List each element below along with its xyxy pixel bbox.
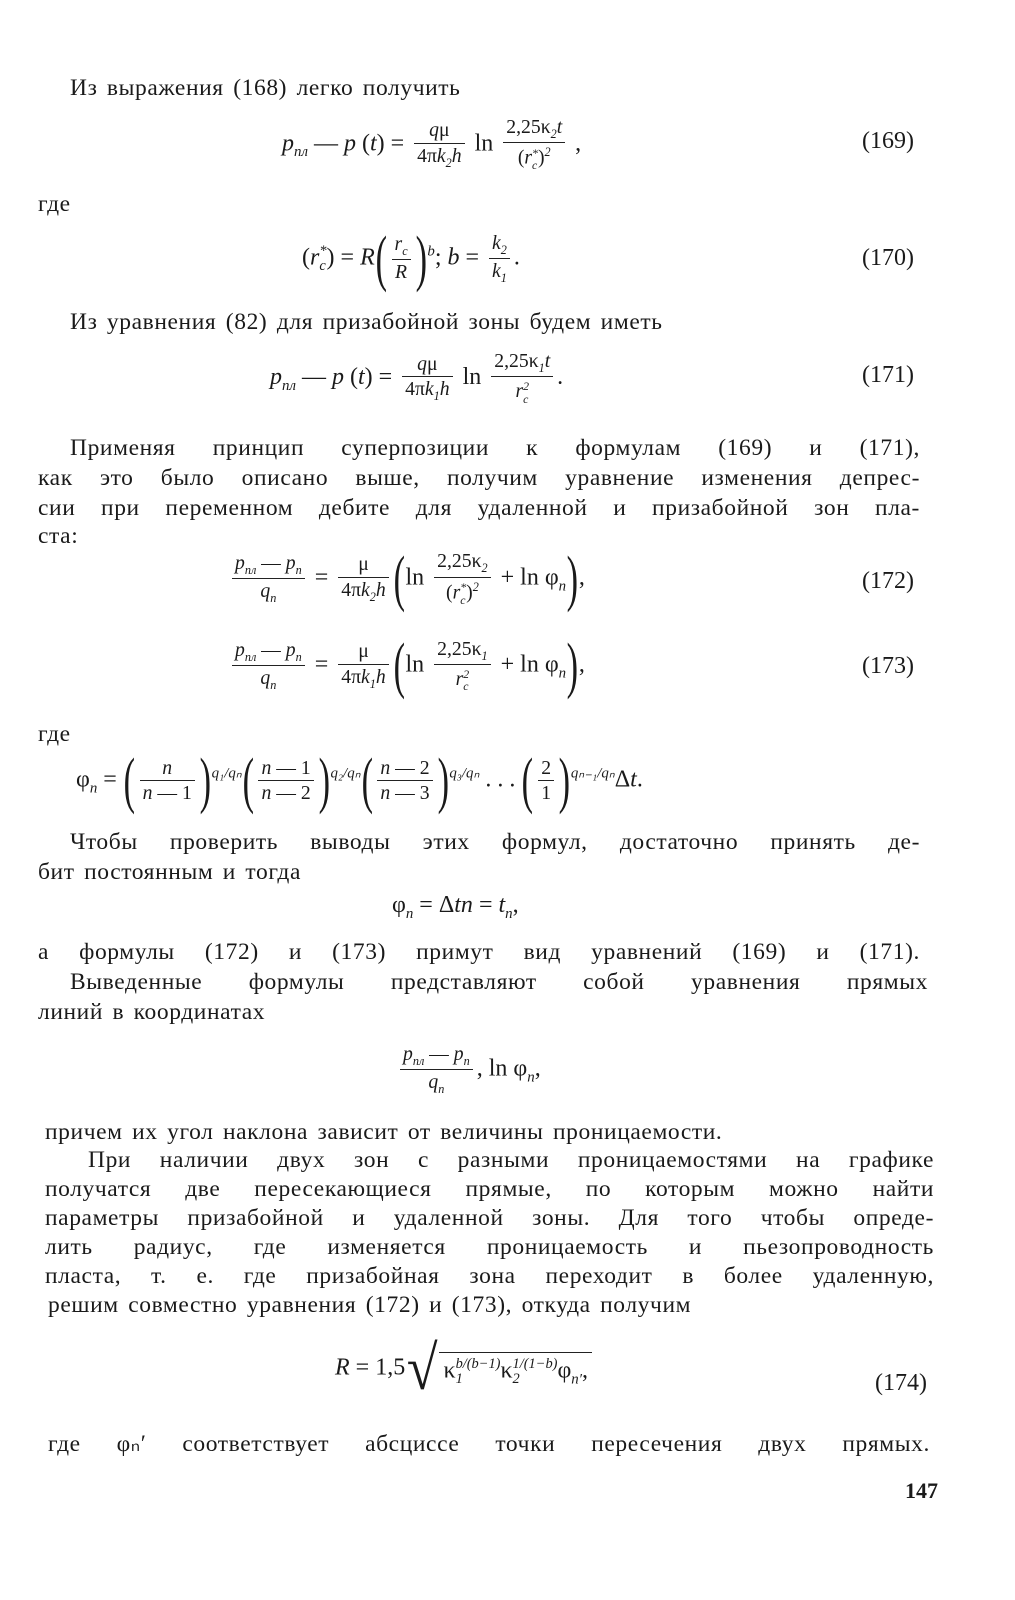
formula-constant-rate (392, 893, 519, 922)
text-line: где (38, 191, 71, 217)
formula-text: , (534, 1055, 541, 1082)
formula-variable: t (498, 892, 506, 918)
formula-subscript: 1 (433, 389, 440, 404)
formula-text: ln (405, 564, 431, 591)
formula-variable: n (380, 782, 391, 805)
formula-superscript: * (532, 145, 538, 160)
fraction-denominator (338, 578, 388, 603)
formula-variable: r (524, 146, 533, 169)
formula-text: κ (500, 1357, 513, 1384)
formula-subscript: 1 (369, 676, 376, 691)
formula-variable: h (439, 378, 450, 401)
formula-text: φ (76, 766, 90, 793)
formula-superscript: * (460, 580, 467, 595)
formula-text: — (256, 639, 286, 662)
formula-subscript: 1 (455, 1370, 463, 1387)
formula-text: φ (557, 1357, 572, 1384)
formula-subscript: n (270, 678, 277, 693)
left-paren: ( (242, 746, 254, 815)
formula-variable: k (361, 665, 370, 688)
formula-text: ( (355, 130, 370, 157)
formula-text: μ (358, 553, 369, 576)
text-line: бит постоянным и тогда (38, 859, 301, 885)
formula-174 (335, 1334, 592, 1403)
formula-text: , (578, 651, 585, 678)
formula-variable: t (556, 116, 563, 138)
fraction-denominator (402, 377, 452, 402)
fraction-numerator (232, 641, 305, 666)
equation-number: (172) (862, 568, 914, 594)
text-line: решим совместно уравнения (172) и (173), откуда получим (48, 1292, 692, 1318)
text-line: лить радиус, где изменяется проницаемость и пьезопроводность (45, 1234, 934, 1260)
left-paren: ( (123, 746, 135, 815)
formula-variable: q (417, 352, 428, 375)
formula-subscript: c (402, 244, 408, 259)
right-paren: ) (318, 746, 330, 815)
formula-variable: q (260, 580, 271, 603)
formula-subscript: n (558, 578, 567, 595)
fraction-denominator (258, 781, 313, 804)
formula-variable: r (515, 380, 524, 403)
formula-subscript: n (505, 905, 513, 922)
formula-variable: n (142, 782, 153, 805)
fraction-numerator (489, 234, 510, 259)
formula-171 (270, 352, 563, 405)
formula-fraction (400, 1045, 473, 1095)
page-number: 147 (905, 1478, 938, 1503)
formula-subscript: пл (244, 563, 257, 577)
formula-text: — 2 (390, 756, 430, 779)
formula-root (405, 1334, 592, 1403)
formula-text: = (472, 892, 499, 918)
formula-subscript: n (405, 905, 414, 922)
text-line: Выведенные формулы представляют собой уравнения прямых (70, 969, 928, 995)
formula-fraction (503, 118, 565, 172)
formula-variable: n (380, 756, 391, 779)
formula-text: 2,25κ (494, 350, 539, 372)
formula-text: , (569, 130, 582, 157)
formula-variable: h (375, 578, 386, 601)
fraction-numerator (434, 552, 490, 577)
formula-variable: k (492, 232, 501, 255)
formula-fraction (402, 352, 452, 404)
formula-superscript: 2 (523, 379, 529, 394)
formula-subscript: пл (294, 144, 308, 161)
formula-text: — 3 (390, 782, 430, 805)
formula-variable: p (282, 130, 294, 157)
formula-text: = Δ (413, 892, 455, 918)
formula-fraction (338, 642, 388, 690)
formula-fraction (491, 352, 553, 405)
formula-subscript: 2 (445, 155, 452, 170)
formula-variable: p (403, 1043, 413, 1065)
fraction-numerator (402, 352, 452, 378)
formula-fraction (489, 234, 510, 284)
formula-variable: p (453, 1043, 464, 1065)
text-line: линий в координатах (38, 999, 266, 1025)
text-line: пласта, т. е. где призабойная зона переходит в более удаленную, (45, 1263, 934, 1289)
formula-169 (282, 118, 581, 172)
formula-sub-superscript (523, 380, 529, 405)
formula-fraction (392, 235, 411, 283)
fraction-denominator (489, 259, 510, 284)
formula-text: = (308, 564, 335, 591)
formula-text: κ (443, 1357, 456, 1384)
formula-variable: n (261, 782, 272, 805)
text-line: получатся две пересекающиеся прямые, по которым можно найти (45, 1176, 934, 1202)
fraction-numerator (232, 554, 305, 579)
formula-subscript: 1 (538, 360, 545, 375)
formula-text: = (97, 766, 123, 793)
formula-variable: t (357, 363, 365, 390)
formula-coordinates (396, 1045, 541, 1095)
formula-variable: p (331, 363, 344, 390)
formula-text: ln (456, 363, 488, 390)
formula-variable: h (375, 665, 386, 688)
formula-variable: t (630, 766, 637, 793)
fraction-numerator (377, 756, 432, 782)
equation-number: (173) (862, 653, 914, 679)
formula-superscript: 2 (544, 145, 551, 160)
formula-text: ) (466, 581, 473, 604)
formula-text: ( (343, 363, 358, 390)
formula-subscript: 2 (481, 561, 488, 576)
formula-variable: h (451, 144, 462, 167)
formula-variable: R (335, 1354, 350, 1381)
formula-subscript: n (438, 1082, 445, 1097)
formula-superscript: q₁/qₙ (211, 765, 242, 782)
right-paren: ) (566, 631, 579, 700)
equation-number: (170) (862, 245, 914, 271)
formula-text: ) (537, 146, 545, 169)
formula-variable: q (428, 1071, 439, 1094)
left-paren: ( (361, 746, 373, 815)
formula-variable: k (492, 260, 501, 283)
formula-subscript: n (270, 591, 277, 606)
text-line: Чтобы проверить выводы этих формул, достаточно принять де- (70, 829, 920, 855)
text-line: где φₙ′ соответствует абсциссе точки пересечения двух прямых. (48, 1431, 930, 1457)
formula-variable: n (261, 756, 272, 779)
fraction-denominator (491, 377, 553, 405)
fraction-denominator (503, 143, 565, 171)
formula-superscript: b/(b−1) (455, 1355, 501, 1372)
equation-number: (169) (862, 128, 914, 154)
formula-text: — (424, 1043, 454, 1065)
text-line: параметры призабойной и удаленной зоны. Для того чтобы опреде- (45, 1205, 934, 1231)
formula-variable: p (285, 552, 296, 575)
fraction-denominator (538, 781, 554, 804)
formula-variable: t (544, 350, 551, 372)
formula-text: , (582, 1357, 588, 1384)
right-paren: ) (199, 746, 211, 815)
formula-text: ; (434, 244, 448, 271)
formula-text: ln (405, 651, 431, 678)
formula-variable: r (455, 667, 464, 690)
left-paren: ( (522, 746, 534, 815)
formula-subscript: пл (412, 1053, 425, 1068)
formula-text: — (256, 552, 286, 575)
text-line: сии при переменном дебите для удаленной и призабойной зон пла- (38, 495, 920, 521)
formula-text: . (557, 363, 564, 390)
formula-text: 4π (341, 665, 362, 688)
formula-text: — (295, 363, 332, 390)
text-line: Из уравнения (82) для призабойной зоны будем иметь (70, 309, 663, 335)
formula-superscript: 2 (463, 666, 470, 681)
formula-fraction (434, 552, 490, 606)
text-line: При наличии двух зон с разными проницаемостями на графике (88, 1147, 934, 1173)
fraction-numerator (491, 352, 553, 377)
formula-subscript: n (527, 1069, 535, 1086)
fraction-denominator (400, 1070, 473, 1095)
fraction-numerator (400, 1045, 473, 1070)
formula-text: = 1,5 (349, 1354, 406, 1381)
formula-variable: r (394, 233, 403, 256)
formula-superscript: q₃/qₙ (449, 765, 480, 782)
formula-text: 4π (405, 378, 425, 401)
formula-variable: k (424, 378, 434, 401)
right-paren: ) (558, 746, 571, 815)
formula-text: 2,25κ (437, 550, 482, 573)
fraction-numerator (414, 118, 464, 144)
fraction-denominator (377, 781, 432, 804)
formula-phi-n (76, 746, 643, 815)
formula-sub-superscript (513, 1357, 558, 1387)
formula-text: , (512, 892, 519, 918)
formula-text: — (307, 130, 344, 157)
formula-text: 2 (541, 756, 552, 779)
fraction-denominator (140, 781, 195, 804)
formula-variable: r (310, 244, 320, 271)
formula-170 (302, 224, 520, 293)
formula-text: — 1 (152, 782, 192, 805)
text-line: причем их угол наклона зависит от величины проницаемости. (45, 1119, 723, 1145)
formula-sub-superscript (319, 244, 326, 274)
formula-text: μ (439, 118, 450, 141)
formula-fraction (232, 554, 305, 604)
formula-fraction (258, 756, 313, 805)
formula-text: + ln φ (494, 564, 559, 591)
formula-173 (228, 631, 585, 700)
formula-subscript: c (460, 592, 466, 607)
formula-sub-superscript (463, 668, 469, 693)
text-line: Из выражения (168) легко получить (70, 75, 461, 101)
formula-text: ) = (376, 130, 411, 157)
text-line: как это было описано выше, получим уравнение изменения депрес- (38, 465, 920, 491)
formula-variable: R (360, 244, 375, 271)
formula-text: 2,25κ (506, 116, 551, 138)
formula-superscript: qₙ₋₁/qₙ (570, 765, 615, 782)
right-paren: ) (415, 224, 427, 293)
formula-text: μ (427, 352, 438, 375)
formula-text: = (459, 244, 486, 271)
formula-fraction (232, 641, 305, 691)
formula-text: 4π (341, 578, 362, 601)
formula-text: , (578, 564, 585, 591)
formula-variable: R (395, 261, 408, 284)
text-line: Применяя принцип суперпозиции к формулам (169) и (171), (70, 435, 920, 461)
formula-subscript: n (558, 665, 567, 682)
radicand (439, 1352, 592, 1387)
formula-subscript: c (532, 158, 538, 173)
formula-text: . (513, 244, 520, 271)
formula-subscript: n (463, 1053, 470, 1068)
formula-subscript: n (295, 650, 302, 664)
formula-fraction (140, 756, 195, 805)
formula-subscript: c (523, 391, 529, 406)
fraction-numerator (503, 118, 565, 143)
fraction-numerator (258, 756, 313, 782)
formula-subscript: 1 (500, 271, 507, 286)
formula-variable: q (429, 118, 440, 141)
text-line: а формулы (172) и (173) примут вид уравнений (169) и (171). (38, 939, 920, 965)
left-paren: ( (393, 544, 405, 613)
formula-variable: p (343, 130, 356, 157)
right-paren: ) (566, 544, 579, 613)
formula-text: 2,25κ (437, 637, 482, 660)
formula-text: ) = (326, 244, 361, 271)
formula-subscript: 2 (550, 126, 557, 141)
formula-variable: t (369, 130, 377, 157)
formula-superscript: 2 (472, 579, 479, 594)
formula-superscript: * (319, 243, 327, 260)
formula-subscript: 2 (500, 243, 507, 257)
formula-text: ln (468, 130, 500, 157)
fraction-numerator (338, 642, 388, 665)
fraction-denominator (232, 579, 305, 604)
equation-number: (174) (875, 1370, 927, 1396)
fraction-numerator (392, 235, 411, 260)
formula-text: Δ (614, 766, 631, 793)
formula-variable: p (270, 363, 282, 390)
formula-fraction (377, 756, 432, 805)
formula-fraction (434, 637, 490, 694)
formula-text: . . . (479, 766, 522, 793)
formula-subscript: c (319, 258, 326, 275)
formula-sub-superscript (456, 1357, 501, 1387)
formula-subscript: 1 (481, 648, 488, 663)
formula-172 (228, 544, 585, 613)
formula-variable: k (361, 578, 370, 601)
formula-text: . (636, 766, 643, 793)
formula-text: 4π (417, 144, 437, 167)
left-paren: ( (393, 631, 405, 700)
formula-variable: q (260, 667, 271, 690)
formula-superscript: b (427, 243, 435, 260)
formula-subscript: 2 (512, 1370, 520, 1387)
formula-fraction (538, 756, 554, 805)
fraction-denominator (434, 578, 490, 606)
formula-variable: b (447, 244, 460, 271)
formula-fraction (414, 118, 464, 170)
formula-superscript: q₂/qₙ (330, 765, 361, 782)
formula-variable: p (235, 552, 245, 575)
formula-subscript: n (89, 780, 98, 797)
formula-variable: p (285, 639, 296, 662)
formula-subscript: n (295, 563, 302, 577)
formula-text: φ (392, 892, 406, 918)
fraction-denominator (232, 666, 305, 691)
formula-text: — 2 (271, 782, 311, 805)
formula-text: , ln φ (476, 1055, 528, 1082)
formula-text: 1 (541, 782, 552, 805)
formula-variable: tn (454, 892, 473, 918)
formula-variable: r (452, 581, 461, 604)
fraction-numerator (338, 555, 388, 578)
formula-text: ( (517, 146, 525, 169)
fraction-denominator (414, 144, 464, 169)
formula-text: ( (446, 581, 453, 604)
formula-variable: k (436, 144, 446, 167)
text-line: где (38, 721, 71, 747)
formula-fraction (338, 555, 388, 603)
formula-superscript: 1/(1−b) (512, 1355, 558, 1372)
formula-variable: n (162, 756, 173, 779)
formula-subscript: пл (282, 377, 296, 394)
radical-sign: √ (406, 1334, 438, 1403)
right-paren: ) (437, 746, 449, 815)
formula-text: — 1 (271, 756, 311, 779)
formula-subscript: c (463, 679, 469, 694)
formula-variable: p (235, 639, 245, 662)
fraction-denominator (338, 665, 388, 690)
fraction-numerator (434, 637, 490, 665)
formula-text: ) = (364, 363, 399, 390)
left-paren: ( (375, 224, 387, 293)
fraction-numerator (140, 756, 195, 782)
formula-subscript: n′ (571, 1370, 582, 1387)
formula-subscript: 2 (369, 589, 376, 604)
fraction-numerator (538, 756, 554, 782)
text-line: ста: (38, 523, 79, 549)
fraction-denominator (392, 260, 411, 283)
equation-number: (171) (862, 362, 914, 388)
formula-text: ( (302, 244, 310, 271)
formula-text: + ln φ (494, 651, 559, 678)
fraction-denominator (434, 665, 490, 693)
formula-text: μ (358, 640, 369, 663)
formula-text: = (308, 651, 335, 678)
formula-subscript: пл (244, 650, 257, 664)
